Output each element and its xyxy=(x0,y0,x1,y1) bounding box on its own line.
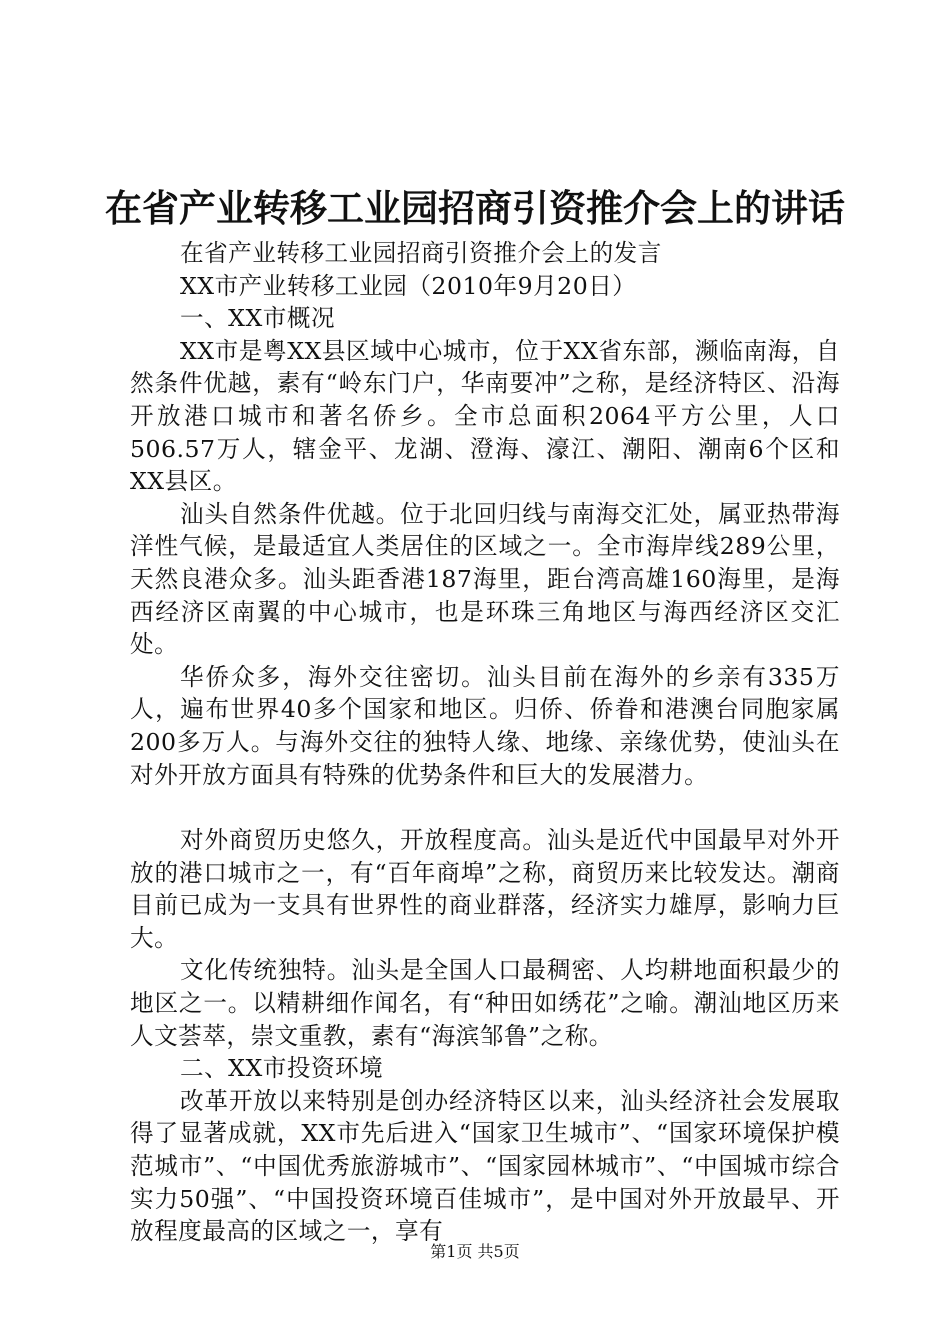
section-heading-2: 二、XX市投资环境 xyxy=(180,1054,384,1083)
page-footer: 第1页 共5页 xyxy=(430,1242,520,1261)
paragraph-natural-conditions: 汕头自然条件优越。位于北回归线与南海交汇处，属亚热带海洋性气候，是最适宜人类居住的区域之一。全市海岸线289公里，天然良港众多。汕头距香港187海里，距台湾高雄160海里，是海西经济区南翼的中心城市，也是环珠三角地区与海西经济区交汇处。 xyxy=(130,499,840,659)
document-body xyxy=(130,237,840,1248)
section-heading-1: 一、XX市概况 xyxy=(180,304,336,333)
document-title: 在省产业转移工业园招商引资推介会上的讲话 xyxy=(105,187,845,230)
paragraph-overview: XX市是粤XX县区域中心城市，位于XX省东部，濒临南海，自然条件优越，素有“岭东门户，华南要冲”之称，是经济特区、沿海开放港口城市和著名侨乡。全市总面积2064平方公里，人口506.57万人，辖金平、龙湖、澄海、濠江、潮阳、潮南6个区和XX县区。 xyxy=(130,336,840,496)
subtitle-paragraph: 在省产业转移工业园招商引资推介会上的发言 xyxy=(180,239,662,267)
paragraph-culture: 文化传统独特。汕头是全国人口最稠密、人均耕地面积最少的地区之一。以精耕细作闻名，有“种田如绣花”之喻。潮汕地区历来人文荟萃，崇文重教，素有“海滨邹鲁”之称。 xyxy=(130,956,840,1050)
paragraph-overseas-chinese: 华侨众多，海外交往密切。汕头目前在海外的乡亲有335万人，遍布世界40多个国家和地区。归侨、侨眷和港澳台同胞家属200多万人。与海外交往的独特人缘、地缘、亲缘优势，使汕头在对外开放方面具有特殊的优势条件和巨大的发展潜力。 xyxy=(130,662,840,789)
organizer-date-paragraph: XX市产业转移工业园（2010年9月20日） xyxy=(180,271,637,300)
paragraph-investment-environment: 改革开放以来特别是创办经济特区以来，汕头经济社会发展取得了显著成就，XX市先后进入“国家卫生城市”、“国家环境保护模范城市”、“中国优秀旅游城市”、“国家园林城市”、“中国城市综合实力50强”、“中国投资环境百佳城市”，是中国对外开放最早、开放程度最高的区域之一，享有 xyxy=(130,1086,840,1246)
paragraph-trade-history: 对外商贸历史悠久，开放程度高。汕头是近代中国最早对外开放的港口城市之一，有“百年商埠”之称，商贸历来比较发达。潮商目前已成为一支具有世界性的商业群落，经济实力雄厚，影响力巨大。 xyxy=(130,826,840,952)
